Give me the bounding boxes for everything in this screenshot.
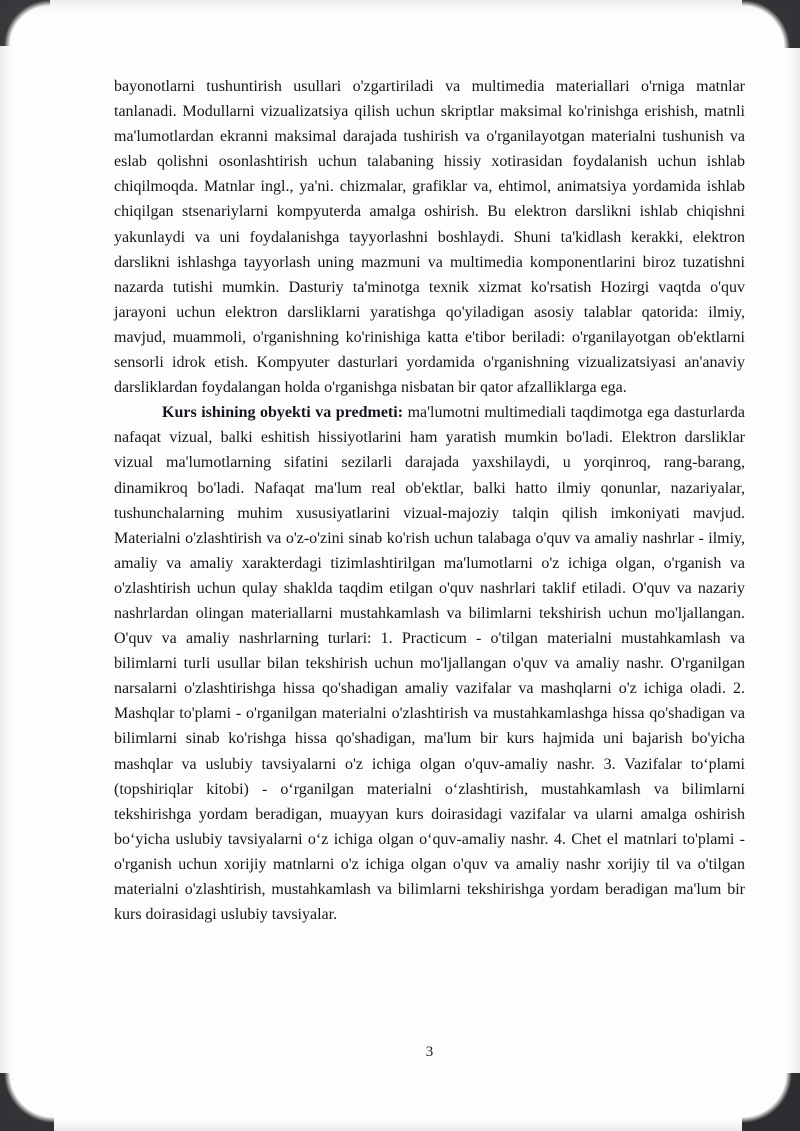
paragraph-2-bold-lead: Kurs ishining obyekti va predmeti: [162,404,404,422]
paragraph-1-text: bayonotlarni tushuntirish usullari o'zgartiriladi va multimedia materiallari o'rniga matnlar tanlanadi. Modullarni vizualizatsiya qilish uchun skriptlar maksimal ko'rinishga erishish, matnli ma'lumotlardan ekranni maksimal darajada tushirish va o'rganilayotgan materialni tushunish va eslab qolishni osonlashtirish uchun talabaning hissiy xotirasidan foydalanish uchun ishlab chiqilmoqda. Matnlar ingl., ya'ni. chizmalar, grafiklar va, ehtimol, animatsiya yordamida ishlab chiqilgan stsenariylarni kompyuterda amalga oshirish. Bu elektron darslikni ishlab chiqishni yakunlaydi va uni foydalanishga tayyorlashni boshlaydi. Shuni ta'kidlash kerakki, elektron darslikni ishlashga tayyorlash uning mazmuni va multimedia komponentlarini biroz tuzatishni nazarda tutishi mumkin. Dasturiy ta'minotga texnik xizmat ko'rsatish Hozirgi vaqtda o'quv jarayoni uchun elektron darsliklarni yaratishga qo'yiladigan asosiy talablar qatorida: ilmiy, mavjud, muammoli, o'rganishning ko'rinishiga katta e'tibor beriladi: o'rganilayotgan ob'ektlarni sensorli idrok etish. Kompyuter dasturlari yordamida o'rganishning vizualizatsiyasi an'anaviy darsliklardan foydalangan holda o'rganishga nisbatan bir qator afzalliklarga ega. [114,78,745,397]
scan-corner-top-right-icon [742,0,800,48]
page-number: 3 [425,1044,434,1060]
scan-corner-bottom-right-icon [742,1073,800,1131]
body-paragraph-2 [114,400,745,927]
paragraph-2-text: ma'lumotni multimediali taqdimotga ega dasturlarda nafaqat vizual, balki eshitish hissiyotlarini ham yaratish mumkin bo'ladi. Elektron darsliklar vizual ma'lumotlarning sifatini sezilarli darajada yaxshilaydi, u yorqinroq, rang-barang, dinamikroq bo'ladi. Nafaqat ma'lum real ob'ektlar, balki hatto ilmiy qonunlar, nazariyalar, tushunchalarning muhim xususiyatlarini vizual-majoziy talqin qilish imkoniyati mavjud. Materialni o'zlashtirish va o'z-o'zini sinab ko'rish uchun talabaga o'quv va amaliy nashrlar - ilmiy, amaliy va amaliy xarakterdagi tizimlashtirilgan ma'lumotlarni o'z ichiga olgan, o'rganish va o'zlashtirish uchun qulay shaklda taqdim etilgan o'quv nashrlari taklif etiladi. O'quv va nazariy nashrlardan olingan materiallarni mustahkamlash va bilimlarni tekshirish uchun mo'ljallangan. O'quv va amaliy nashrlarning turlari: 1. Practicum - o'tilgan materialni mustahkamlash va bilimlarni turli usullar bilan tekshirish uchun mo'ljallangan o'quv va amaliy nashr. O'rganilgan narsalarni o'zlashtirishga hissa qo'shadigan amaliy vazifalar va mashqlarni o'z ichiga oladi. 2. Mashqlar to'plami - o'rganilgan materialni o'zlashtirish va mustahkamlashga hissa qo'shadigan va bilimlarni sinab ko'rishga hissa qo'shadigan, ma'lum bir kurs hajmida uni bajarish bo'yicha mashqlar va uslubiy tavsiyalarni o'z ichiga olgan o'quv-amaliy nashr. 3. Vazifalar to‘plami (topshiriqlar kitobi) - o‘rganilgan materialni o‘zlashtirish, mustahkamlash va bilimlarni tekshirishga yordam beradigan, muayyan kurs doirasidagi vazifalar va ularni amalga oshirish bo‘yicha uslubiy tavsiyalarni o‘z ichiga olgan o‘quv-amaliy nashr. 4. Chet el matnlari to'plami - o'rganish uchun xorijiy matnlarni o'z ichiga olgan o'quv va amaliy nashr xorijiy til va o'tilgan materialni o'zlashtirish, mustahkamlash va bilimlarni tekshirishga yordam beradigan ma'lum bir kurs doirasidagi uslubiy tavsiyalar. [114,404,745,924]
scan-corner-bottom-left-icon [0,1073,54,1131]
scan-corner-top-left-icon [0,0,50,46]
text-block [114,74,745,927]
body-paragraph-1 [114,74,745,400]
